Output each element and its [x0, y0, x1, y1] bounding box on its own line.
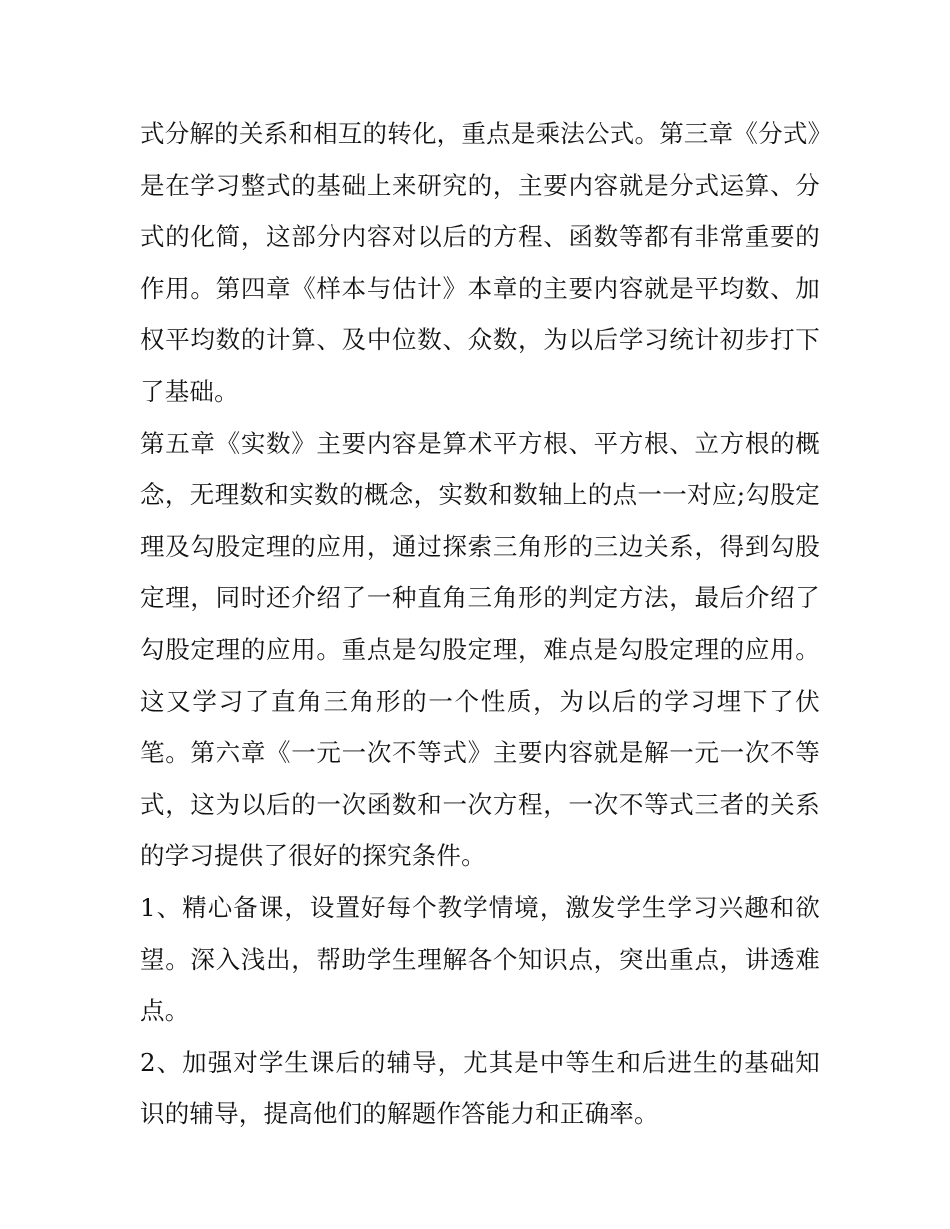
paragraph-measure-1: 1、精心备课，设置好每个教学情境，激发学生学习兴趣和欲望。深入浅出，帮助学生理解各个知识点，突出重点，讲透难点。: [140, 892, 820, 1026]
paragraph-measure-2: 2、加强对学生课后的辅导，尤其是中等生和后进生的基础知识的辅导，提高他们的解题作答能力和正确率。: [140, 1047, 820, 1129]
paragraph-chapters-five-six: 第五章《实数》主要内容是算术平方根、平方根、立方根的概念，无理数和实数的概念，实数和数轴上的点一一对应;勾股定理及勾股定理的应用，通过探索三角形的三边关系，得到勾股定理，同时还介绍了一种直角三角形的判定方法，最后介绍了勾股定理的应用。重点是勾股定理，难点是勾股定理的应用。这又学习了直角三角形的一个性质，为以后的学习埋下了伏笔。第六章《一元一次不等式》主要内容就是解一元一次不等式，这为以后的一次函数和一次方程，一次不等式三者的关系的学习提供了很好的探究条件。: [140, 428, 820, 871]
paragraph-chapters-three-four: 式分解的关系和相互的转化，重点是乘法公式。第三章《分式》是在学习整式的基础上来研究的，主要内容就是分式运算、分式的化简，这部分内容对以后的方程、函数等都有非常重要的作用。第四章《样本与估计》本章的主要内容就是平均数、加权平均数的计算、及中位数、众数，为以后学习统计初步打下了基础。: [140, 119, 820, 406]
document-body: [140, 108, 820, 1140]
